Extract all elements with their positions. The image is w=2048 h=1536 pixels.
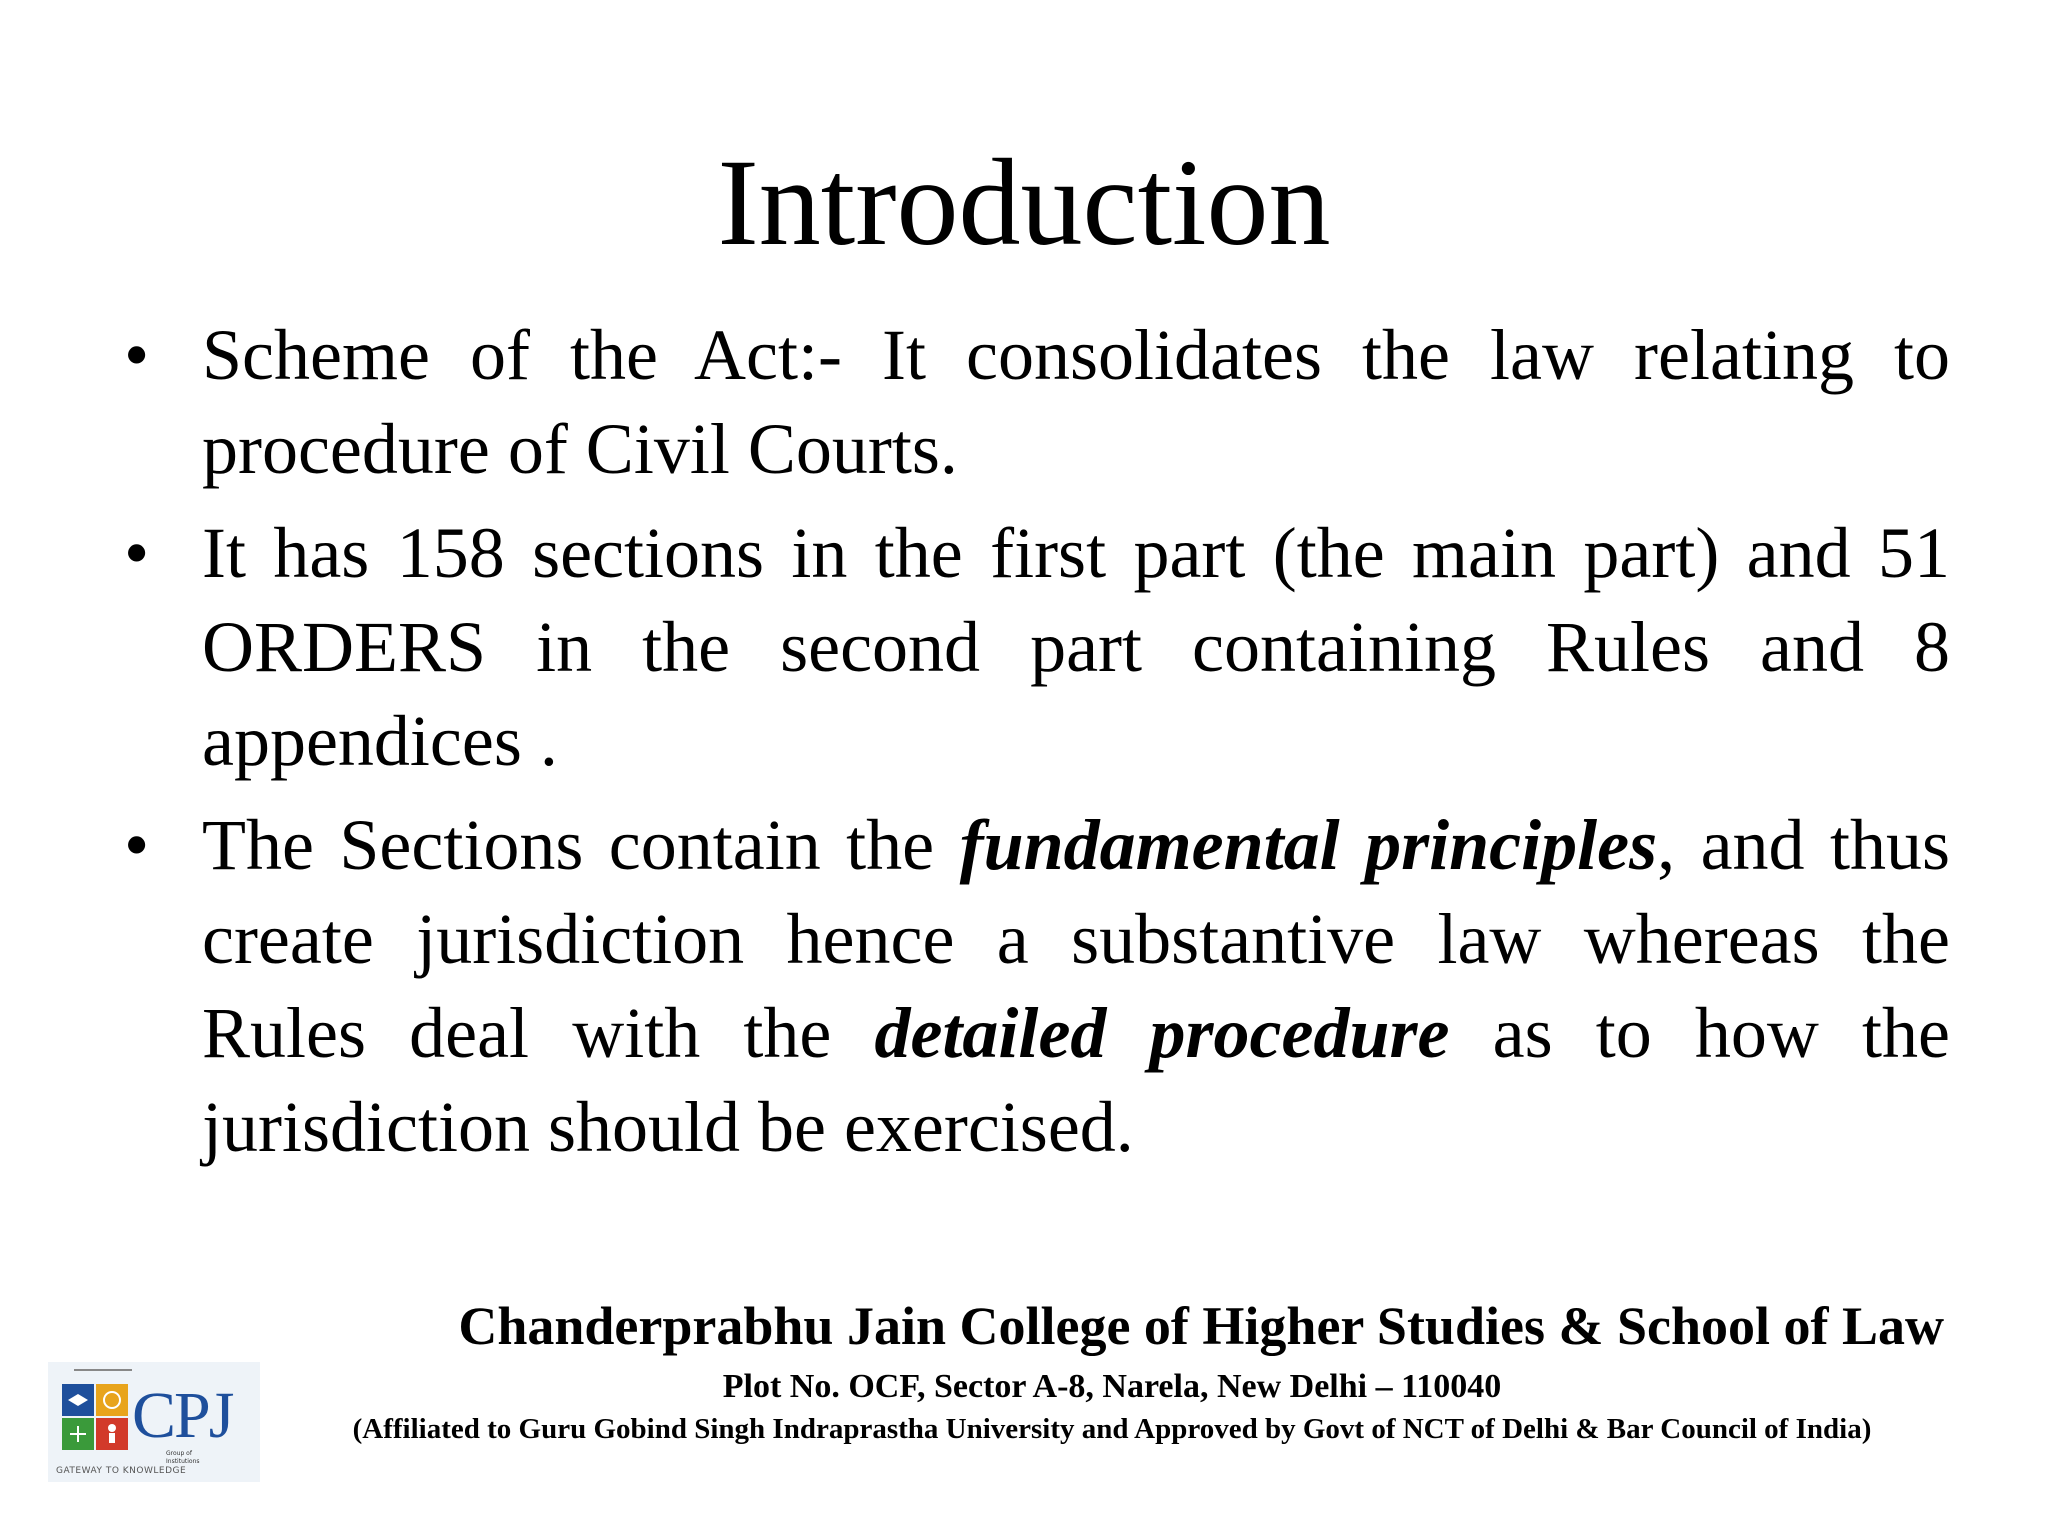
bullet-list <box>110 308 1950 1184</box>
bullet-marker: • <box>124 315 150 395</box>
bullet-text: Scheme of the Act:- It consolidates the law relating to procedure of Civil Courts. <box>202 315 1950 489</box>
logo-emblem-icon <box>62 1384 128 1450</box>
college-address: Plot No. OCF, Sector A-8, Narela, New Delhi – 110040 <box>722 1368 1502 1405</box>
bullet-marker: • <box>124 805 150 885</box>
emphasis-detailed-procedure: detailed procedure <box>874 993 1450 1073</box>
bullet-marker: • <box>124 513 150 593</box>
bullet-item-principles <box>110 798 1950 1174</box>
logo-script-icon <box>74 1366 134 1374</box>
college-name: Chanderprabhu Jain College of Higher Studies & School of Law <box>458 1296 1944 1356</box>
bullet-text: It has 158 sections in the first part (the main part) and 51 ORDERS in the second part containing Rules and 8 appendices . <box>202 513 1950 781</box>
bullet-item-sections <box>110 506 1950 788</box>
college-affiliation: (Affiliated to Guru Gobind Singh Indraprastha University and Approved by Govt of NCT of Delhi & Bar Council of India) <box>352 1413 1872 1445</box>
logo-hindi-text-icon <box>74 1366 134 1376</box>
bullet-text-part: as to how the jurisdiction should be exercised. <box>202 993 1951 1167</box>
bullet-text-part: The Sections contain the <box>202 805 960 885</box>
logo-tagline: GATEWAY TO KNOWLEDGE <box>56 1466 187 1476</box>
college-logo <box>48 1362 260 1482</box>
slide-title: Introduction <box>717 134 1331 271</box>
emphasis-fundamental-principles: fundamental principles <box>959 805 1658 885</box>
bullet-item-scheme <box>110 308 1950 496</box>
logo-letters: CPJ <box>132 1379 233 1452</box>
bullet-text-part: , and thus create jurisdiction hence a substantive law whereas the Rules deal with the <box>202 805 1950 1073</box>
logo-subtext: Group of Institutions <box>166 1450 200 1465</box>
